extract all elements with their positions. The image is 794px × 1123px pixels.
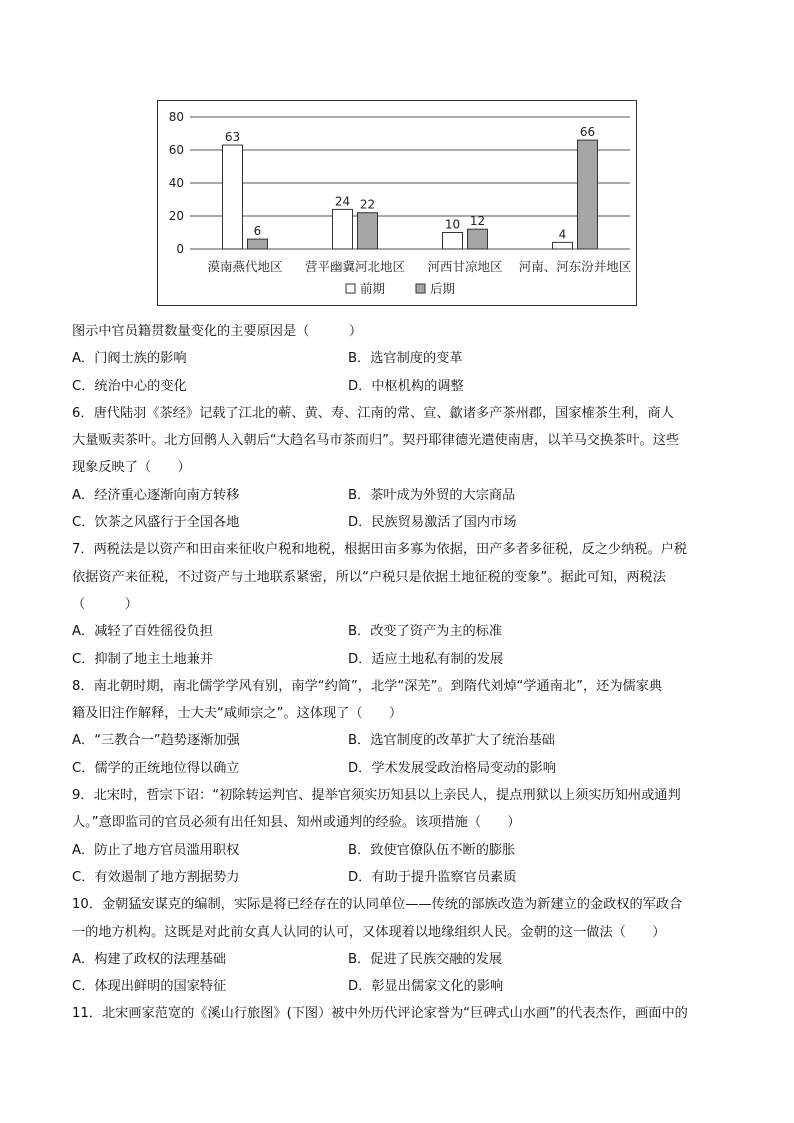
q7-options-row-2 [72, 646, 732, 673]
x-category-label-3: 河南、河东汾并地区 [518, 259, 632, 274]
q9-options-row-1 [72, 837, 732, 864]
q9-option-b[interactable]: B．致使官僚队伍不断的膨胀 [348, 842, 516, 858]
bar-early-0 [223, 145, 243, 249]
y-tick-label-20: 20 [168, 209, 184, 223]
q9-stem-line-1: 9．北宋时，哲宗下诏：“初除转运判官、提举官须实历知县以上亲民人，提点刑狱以上须实历知州或通判 [72, 788, 681, 804]
bar-chart-frame [157, 100, 637, 306]
q6-option-a[interactable]: A．经济重心逐渐向南方转移 [72, 487, 240, 503]
legend-swatch-early [346, 284, 355, 293]
data-label-early-0: 63 [224, 130, 241, 145]
q8-stem-line-2: 籍及旧注作解释，士大夫“咸师宗之”。这体现了（ ） [72, 706, 403, 722]
q7-option-a[interactable]: A．减轻了百姓徭役负担 [72, 624, 213, 640]
data-label-late-1: 22 [359, 197, 376, 212]
q9-options-row-2 [72, 864, 732, 891]
y-tick-label-40: 40 [168, 176, 184, 190]
q7-stem-line-1: 7．两税法是以资产和田亩来征收户税和地税，根据田亩多寡为依据，田产多者多征税，反之少纳税。户税 [72, 542, 688, 558]
q7-options-row-1 [72, 618, 732, 645]
legend-label-late: 后期 [430, 281, 456, 296]
x-category-label-0: 漠南燕代地区 [207, 259, 283, 274]
x-category-label-1: 营平幽冀河北地区 [304, 259, 406, 274]
q6-stem-line-2: 大量贩卖茶叶。北方回鹘人入朝后“大趋名马市茶而归”。契丹耶律德光遣使南唐，以羊马交换茶叶。这些 [72, 433, 680, 449]
bar-early-1 [333, 209, 353, 249]
q10-option-c[interactable]: C．体现出鲜明的国家特征 [72, 979, 227, 995]
bar-late-3 [578, 140, 598, 249]
q10-stem-line-2: 一的地方机构。这既是对此前女真人认同的认可，又体现着以地缘组织人民。金朝的这一做法（ ） [72, 924, 666, 940]
data-label-early-2: 10 [444, 217, 461, 232]
q5-stem: 图示中官员籍贯数量变化的主要原因是（ ） [72, 324, 363, 339]
q5-option-d[interactable]: D．中枢机构的调整 [348, 378, 464, 394]
data-label-late-2: 12 [469, 214, 486, 229]
q6-options-row-2 [72, 509, 732, 536]
q7-option-d[interactable]: D．适应土地私有制的发展 [348, 651, 504, 667]
x-category-label-2: 河西甘凉地区 [427, 259, 503, 274]
q9-option-d[interactable]: D．有助于提升监察官员素质 [348, 869, 517, 885]
bar-late-2 [468, 229, 488, 249]
legend-swatch-late [416, 284, 425, 293]
q11-stem-line-1: 11．北宋画家范宽的《溪山行旅图》(下图）被中外历代评论家誉为“巨碑式山水画”的代表杰作，画面中的 [72, 1006, 688, 1022]
data-label-late-3: 66 [579, 125, 596, 140]
q6-stem-line-3: 现象反映了（ ） [72, 460, 191, 476]
data-label-late-0: 6 [253, 224, 262, 239]
q10-option-b[interactable]: B．促进了民族交融的发展 [348, 951, 503, 967]
y-tick-label-60: 60 [168, 143, 184, 157]
q5-option-c[interactable]: C．统治中心的变化 [72, 378, 187, 394]
q10-options-row-1 [72, 946, 732, 973]
q8-options-row-1 [72, 727, 732, 754]
q8-option-a[interactable]: A．“三教合一”趋势逐渐加强 [72, 733, 240, 749]
q7-stem-line-2: 依据资产来征税，不过资产与土地联系紧密，所以“户税只是依据土地征税的变象”。据此可知，两税法 [72, 569, 666, 585]
q8-stem-line-1: 8．南北朝时期，南北儒学学风有别，南学“约简”，北学“深芜”。到隋代刘焯“学通南北”，还为儒家典 [72, 678, 663, 694]
y-tick-label-0: 0 [176, 242, 184, 256]
bar-chart [158, 101, 636, 305]
q6-options-row-1 [72, 482, 732, 509]
q6-stem-line-1: 6．唐代陆羽《茶经》记载了江北的蕲、黄、寿、江南的常、宣、歙诸多产茶州郡，国家榷茶生利，商人 [72, 405, 674, 421]
q5-option-b[interactable]: B．选官制度的变革 [348, 351, 463, 367]
q7-option-b[interactable]: B．改变了资产为主的标准 [348, 624, 503, 640]
q5-option-a[interactable]: A．门阀士族的影响 [72, 351, 187, 367]
legend-label-early: 前期 [360, 281, 386, 296]
q10-stem-line-1: 10．金朝猛安谋克的编制，实际是将已经存在的认同单位——传统的部族改造为新建立的金政权的军政合 [72, 897, 683, 913]
q8-options-row-2 [72, 755, 732, 782]
q6-option-c[interactable]: C．饮茶之风盛行于全国各地 [72, 515, 240, 531]
bar-early-3 [553, 242, 573, 249]
q8-option-d[interactable]: D．学术发展受政治格局变动的影响 [348, 760, 556, 776]
q10-option-d[interactable]: D．彰显出儒家文化的影响 [348, 979, 504, 995]
q10-options-row-2 [72, 973, 732, 1000]
q9-option-c[interactable]: C．有效遏制了地方割据势力 [72, 869, 240, 885]
y-tick-label-80: 80 [168, 110, 184, 124]
q7-stem-line-3: （ ） [72, 596, 138, 612]
bar-late-0 [248, 239, 268, 249]
q5-options-row-2 [72, 373, 732, 400]
q6-option-b[interactable]: B．茶叶成为外贸的大宗商品 [348, 487, 516, 503]
q8-option-c[interactable]: C．儒学的正统地位得以确立 [72, 760, 240, 776]
q9-option-a[interactable]: A．防止了地方官员滥用职权 [72, 842, 240, 858]
data-label-early-3: 4 [558, 227, 567, 242]
q9-stem-line-2: 人。”意即监司的官员必须有出任知县、知州或通判的经验。该项措施（ ） [72, 815, 521, 831]
q6-option-d[interactable]: D．民族贸易激活了国内市场 [348, 515, 517, 531]
bar-late-1 [358, 213, 378, 249]
question-content [72, 318, 732, 1028]
q10-option-a[interactable]: A．构建了政权的法理基础 [72, 951, 227, 967]
bar-early-2 [443, 233, 463, 250]
q8-option-b[interactable]: B．选官制度的改革扩大了统治基础 [348, 733, 555, 749]
data-label-early-1: 24 [334, 194, 351, 209]
q5-options-row-1 [72, 345, 732, 372]
q7-option-c[interactable]: C．抑制了地主土地兼并 [72, 651, 214, 667]
